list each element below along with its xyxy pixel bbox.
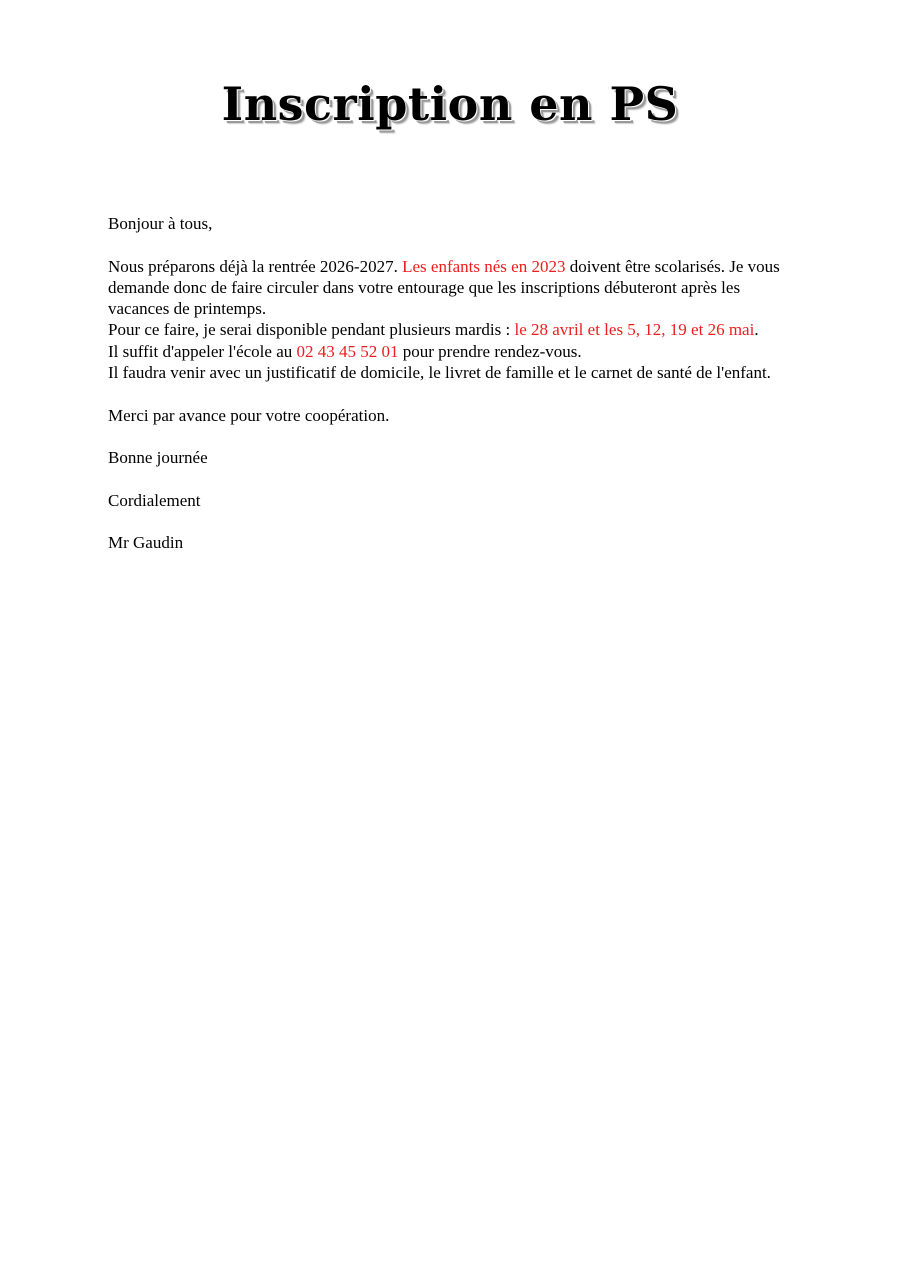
paragraph-rentree-text-end: doivent être scolarisés. Je vous demande donc de faire circuler dans votre entourage que les inscriptions débuteront après les vacances de printemps. (108, 256, 780, 319)
paragraph-dates (108, 319, 798, 340)
signature: Mr Gaudin (108, 533, 184, 553)
page-title: Inscription en PS (221, 77, 679, 131)
paragraph-rentree-text: Nous préparons déjà la rentrée 2026-2027. (108, 256, 403, 276)
highlight-dates: le 28 avril et les 5, 12, 19 et 26 mai (514, 320, 755, 340)
paragraph-phone (108, 341, 798, 362)
paragraph-phone-text-end: pour prendre rendez-vous. (398, 341, 582, 361)
closing-greeting: Bonne journée (108, 448, 208, 468)
paragraph-phone-text: Il suffit d'appeler l'école au (108, 341, 297, 361)
greeting: Bonjour à tous, (108, 214, 213, 233)
thanks-line: Merci par avance pour votre coopération. (108, 405, 390, 425)
paragraph-rentree (108, 256, 798, 320)
closing-regards: Cordialement (108, 490, 201, 510)
paragraph-dates-text: Pour ce faire, je serai disponible pendant plusieurs mardis : (108, 320, 515, 340)
highlight-phone-number: 02 43 45 52 01 (296, 341, 399, 361)
letter-body (108, 213, 798, 554)
highlight-birth-year: Les enfants nés en 2023 (402, 256, 566, 276)
paragraph-dates-text-end: . (754, 320, 759, 340)
paragraph-documents: Il faudra venir avec un justificatif de domicile, le livret de famille et le carnet de santé de l'enfant. (108, 363, 771, 383)
